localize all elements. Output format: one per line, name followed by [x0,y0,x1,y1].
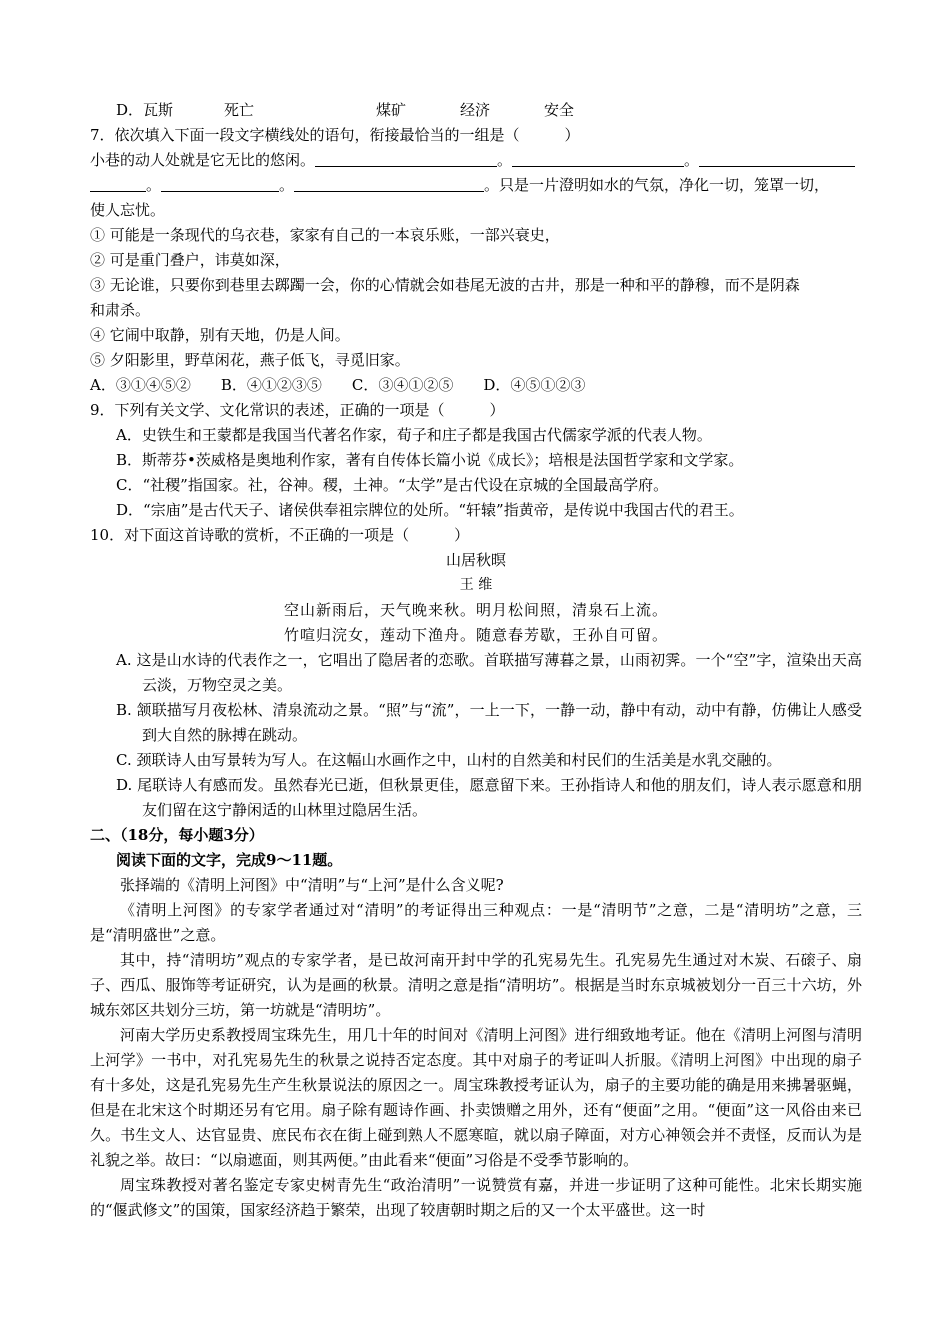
q7-blank-line-2 [90,173,862,198]
q10-option-d: D. 尾联诗人有感而发。虽然春光已逝，但秋景更佳，愿意留下来。王孙指诗人和他的朋友们，诗人表示愿意和朋友们留在这宁静闲适的山林里过隐居生活。 [116,776,862,819]
q6d-word4: 安全 [544,101,575,119]
q6-option-d [90,98,862,123]
q7-sentence-1: ① 可能是一条现代的乌衣巷，家家有自己的一本哀乐账，一部兴衰史， [90,226,560,244]
blank-5 [294,175,484,192]
q7-tail-2: 使人忘忧。 [90,201,166,219]
blank-3-cont [90,175,146,192]
q6d-word2: 煤矿 [376,101,407,119]
q7-sep-2: 。 [684,151,700,169]
poem-line-2: 竹喧归浣女，莲动下渔舟。随意春芳歇，王孙自可留。 [283,626,668,644]
passage-paragraph-1: 张择端的《清明上河图》中“清明”与“上河”是什么含义呢? [120,876,504,894]
q7-sentence-2: ② 可是重门叠户，讳莫如深， [90,251,290,269]
q10-option-c: C. 颈联诗人由写景转为写人。在这幅山水画作之中，山村的自然美和村民们的生活美是水乳交融的。 [116,751,782,769]
q10-option-a: A. 这是山水诗的代表作之一，它唱出了隐居者的恋歌。首联描写薄暮之景，山雨初霁。一个“空”字，渲染出天高云淡，万物空灵之美。 [116,651,862,694]
q6d-label: D．瓦斯 [116,101,174,119]
blank-1 [315,150,497,167]
q7-blank-line-1 [90,148,862,173]
q7-stem: 7．依次填入下面一段文字横线处的语句，衔接最恰当的一组是（ ） [90,126,580,144]
exam-page [90,98,862,1223]
q7-intro: 小巷的动人处就是它无比的悠闲。 [90,151,316,169]
q6d-word3: 经济 [460,101,491,119]
poem-title: 山居秋暝 [445,551,506,569]
blank-3 [699,150,855,167]
q9-option-d: D．“宗庙”是古代天子、诸侯供奉祖宗牌位的处所。“轩辕”指黄帝，是传说中我国古代的君王。 [116,501,744,519]
q7-tail: 。只是一片澄明如水的气氛，净化一切，笼罩一切， [484,176,830,194]
q7-sep-4: 。 [279,176,295,194]
q9-stem: 9．下列有关文学、文化常识的表述，正确的一项是（ ） [90,401,505,419]
q10-stem: 10．对下面这首诗歌的赏析，不正确的一项是（ ） [90,526,470,544]
section-2-instruction: 阅读下面的文字，完成9～11题。 [116,851,343,869]
passage-paragraph-2: 《清明上河图》的专家学者通过对“清明”的考证得出三种观点：一是“清明节”之意，二是“清明坊”之意，三是“清明盛世”之意。 [90,901,862,944]
q7-sentence-4: ④ 它闹中取静，别有天地，仍是人间。 [90,326,350,344]
q7-sep-3: 。 [146,176,162,194]
poem-line-1: 空山新雨后，天气晚来秋。明月松间照，清泉石上流。 [283,601,668,619]
q7-sentence-3: ③ 无论谁，只要你到巷里去踯躅一会，你的心情就会如巷尾无波的古井，那是一种和平的静穆，而不是阴森 [90,276,800,294]
q9-option-a: A．史铁生和王蒙都是我国当代著名作家，荀子和庄子都是我国古代儒家学派的代表人物。 [116,426,712,444]
q7-options: A．③①④⑤② B．④①②③⑤ C．③④①②⑤ D．④⑤①②③ [90,376,586,394]
blank-4 [161,175,279,192]
section-2-heading: 二、（18分，每小题3分） [90,826,264,844]
q7-sentence-5: ⑤ 夕阳影里，野草闲花，燕子低飞，寻觅旧家。 [90,351,410,369]
passage-paragraph-5: 周宝珠教授对著名鉴定专家史树青先生“政治清明”一说赞赏有嘉，并进一步证明了这种可能性。北宋长期实施的“偃武修文”的国策，国家经济趋于繁荣，出现了较唐朝时期之后的又一个太平盛世。这一时 [90,1176,862,1219]
blank-2 [512,150,684,167]
poem-author: 王 维 [459,577,493,593]
q7-sep-1: 。 [497,151,513,169]
q6d-word1: 死亡 [224,101,255,119]
passage-paragraph-4: 河南大学历史系教授周宝珠先生，用几十年的时间对《清明上河图》进行细致地考证。他在《清明上河图与清明上河学》一书中，对孔宪易先生的秋景之说持否定态度。其中对扇子的考证叫人折服。《清明上河图》中出现的扇子有十多处，这是孔宪易先生产生秋景说法的原因之一。周宝珠教授考证认为，扇子的主要功能的确是用来拂暑驱蝇，但是在北宋这个时期还另有它用。扇子除有题诗作画、扑卖馈赠之用外，还有“便面”之用。“便面”这一风俗由来已久。书生文人、达官显贵、庶民布衣在街上碰到熟人不愿寒暄，就以扇子障面，对方心神领会并不责怪，反而认为是礼貌之举。故曰：“以扇遮面，则其两便。”由此看来“便面”习俗是不受季节影响的。 [90,1026,862,1169]
q9-option-c: C．“社稷”指国家。社，谷神。稷，土神。“太学”是古代设在京城的全国最高学府。 [116,476,669,494]
q10-option-b: B. 颔联描写月夜松林、清泉流动之景。“照”与“流”，一上一下，一静一动，静中有动，动中有静，仿佛让人感受到大自然的脉搏在跳动。 [116,701,862,744]
q9-option-b: B．斯蒂芬•茨威格是奥地利作家，著有自传体长篇小说《成长》；培根是法国哲学家和文学家。 [116,451,744,469]
q7-sentence-3b: 和肃杀。 [90,301,151,319]
passage-paragraph-3: 其中，持“清明坊”观点的专家学者，是已故河南开封中学的孔宪易先生。孔宪易先生通过对木炭、石磙子、扇子、西瓜、服饰等考证研究，认为是画的秋景。清明之意是指“清明坊”。根据是当时东京城被划分一百三十六坊，外城东郊区共划分三坊，第一坊就是“清明坊”。 [90,951,862,1019]
